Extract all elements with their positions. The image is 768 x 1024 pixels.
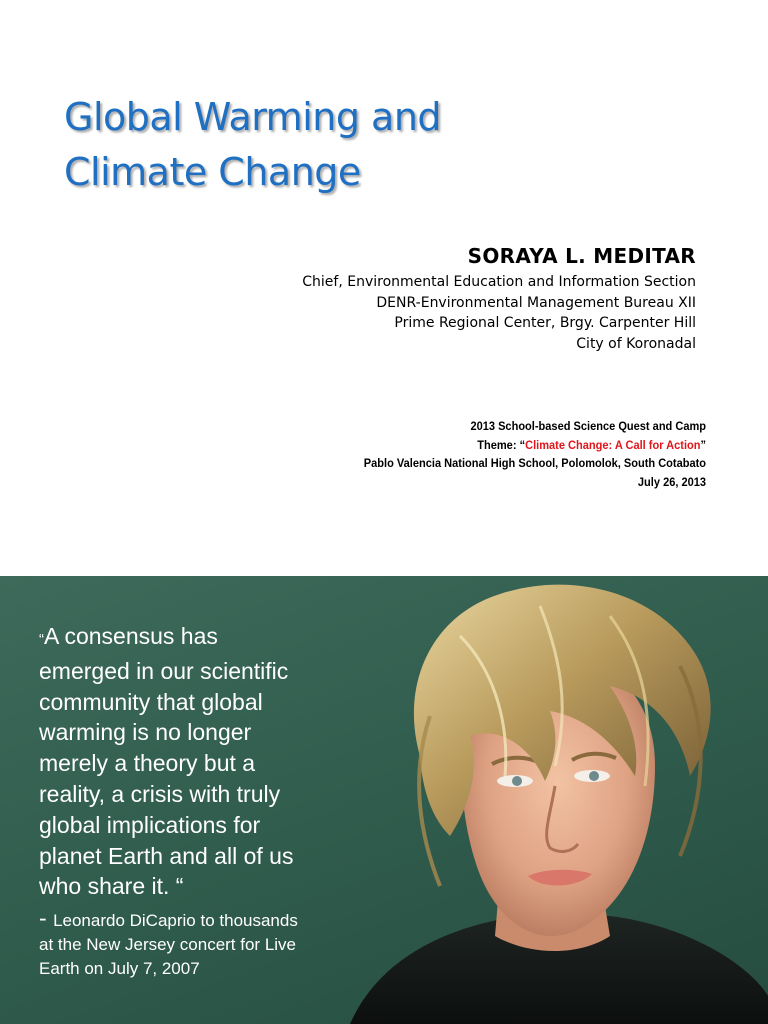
slide-title-line-2: Climate Change [64,150,361,194]
event-block [364,417,706,491]
event-theme [364,436,706,455]
presenter-block [302,242,696,354]
quote-slide [0,576,768,1024]
event-date: July 26, 2013 [637,474,706,489]
quote-attribution [39,906,309,981]
quote-body: A consensus has emerged in our scientific community that global warming is no longer merely a theory but a reality, a crisis with truly global implications for planet Earth and all of us who share it. “ [39,623,294,900]
event-name: 2013 School-based Science Quest and Camp [470,419,706,433]
attribution-dash: - [39,905,54,932]
quote-open-mark: “ [39,631,44,648]
presenter-office: DENR-Environmental Management Bureau XII [376,294,696,311]
presenter-name: SORAYA L. MEDITAR [467,244,696,268]
event-theme-title: Climate Change: A Call for Action [525,437,701,452]
presenter-position: Chief, Environmental Education and Information Section [302,274,696,290]
event-theme-prefix: Theme: “ [477,437,526,452]
event-theme-suffix: ” [700,437,706,452]
quote-text [39,621,309,902]
attribution-text: Leonardo DiCaprio to thousands at the New Jersey concert for Live Earth on July 7, 2007 [39,911,298,979]
quote-block [39,621,309,981]
event-venue: Pablo Valencia National High School, Polomolok, South Cotabato [363,456,706,470]
presenter-city: City of Koronadal [576,335,696,352]
slide-title [64,90,704,200]
portrait-photo [310,576,768,1024]
slide-title-line-1: Global Warming and [64,95,442,139]
presenter-address: Prime Regional Center, Brgy. Carpenter Hill [394,315,696,331]
